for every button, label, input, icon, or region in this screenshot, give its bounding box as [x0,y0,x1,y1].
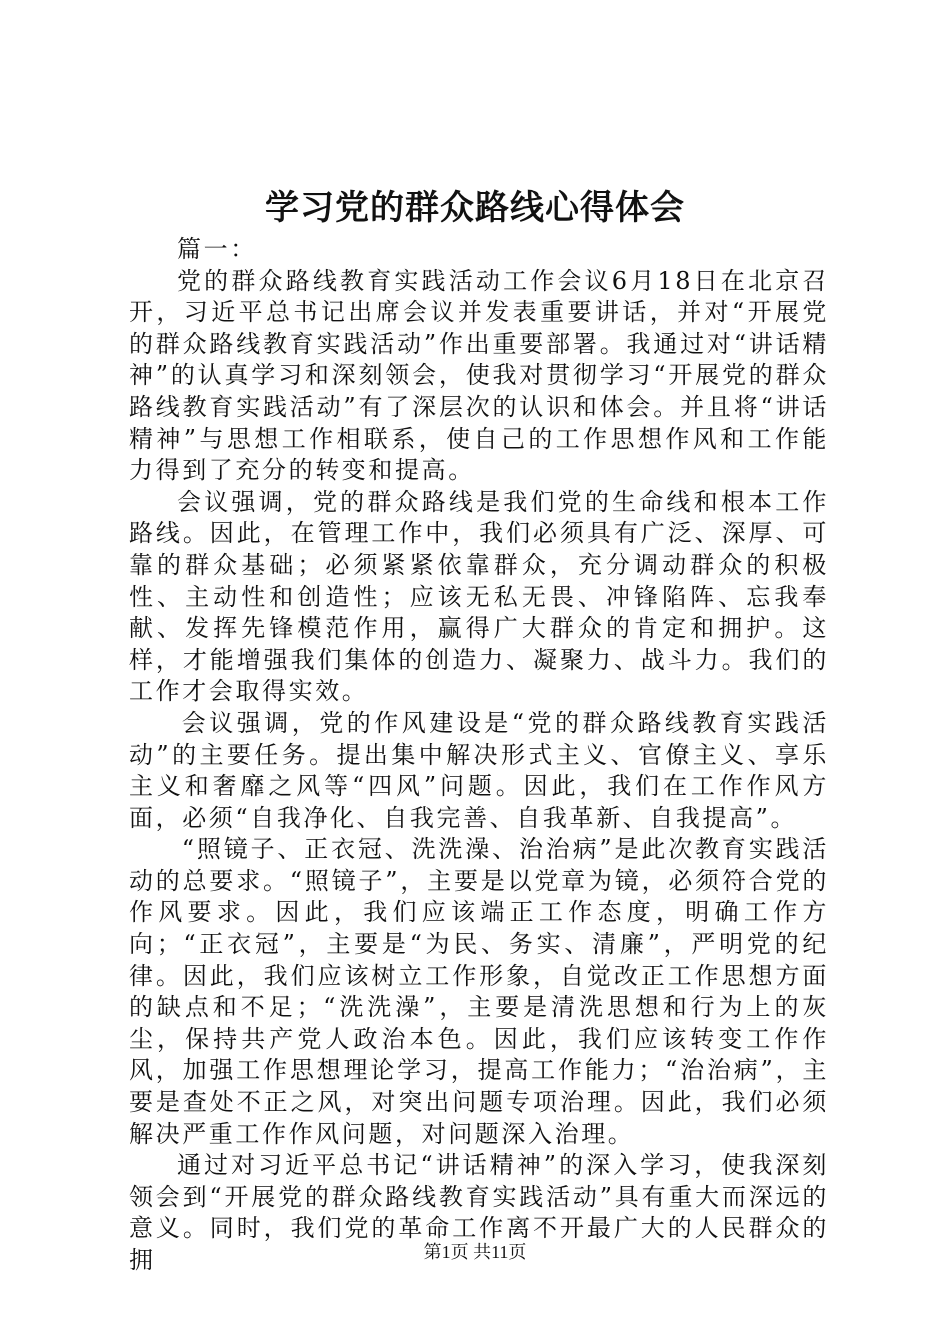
document-body [129,234,829,1277]
document-title: 学习党的群众路线心得体会 [265,188,685,228]
paragraph: 会议强调，党的群众路线是我们党的生命线和根本工作路线。因此，在管理工作中，我们必须具有广泛、深厚、可靠的群众基础；必须紧紧依靠群众，充分调动群众的积极性、主动性和创造性；应该无私无畏、冲锋陷阵、忘我奉献、发挥先锋模范作用，赢得广大群众的肯定和拥护。这样，才能增强我们集体的创造力、凝聚力、战斗力。我们的工作才会取得实效。 [129,487,829,706]
paragraph: 会议强调，党的作风建设是“党的群众路线教育实践活动”的主要任务。提出集中解决形式主义、官僚主义、享乐主义和奢靡之风等“四风”问题。因此，我们在工作作风方面，必须“自我净化、自我完善、自我革新、自我提高”。 [129,708,829,832]
paragraph: 党的群众路线教育实践活动工作会议6月18日在北京召开，习近平总书记出席会议并发表重要讲话，并对“开展党的群众路线教育实践活动”作出重要部署。我通过对“讲话精神”的认真学习和深刻领会，使我对贯彻学习“开展党的群众路线教育实践活动”有了深层次的认识和体会。并且将“讲话精神”与思想工作相联系，使自己的工作思想作风和工作能力得到了充分的转变和提高。 [129,266,829,485]
section-label: 篇一： [177,235,257,263]
paragraph: 通过对习近平总书记“讲话精神”的深入学习，使我深刻领会到“开展党的群众路线教育实践活动”具有重大而深远的意义。同时，我们党的革命工作离不开最广大的人民群众的拥 [129,1151,829,1274]
paragraph: “照镜子、正衣冠、洗洗澡、治治病”是此次教育实践活动的总要求。“照镜子”，主要是以党章为镜，必须符合党的作风要求。因此，我们应该端正工作态度，明确工作方向；“正衣冠”，主要是“为民、务实、清廉”，严明党的纪律。因此，我们应该树立工作形象，自觉改正工作思想方面的缺点和不足；“洗洗澡”，主要是清洗思想和行为上的灰尘，保持共产党人政治本色。因此，我们应该转变工作作风，加强工作思想理论学习，提高工作能力；“治治病”，主要是查处不正之风，对突出问题专项治理。因此，我们必须解决严重工作作风问题，对问题深入治理。 [129,835,829,1148]
page-footer: 第1页 共11页 [423,1242,527,1262]
